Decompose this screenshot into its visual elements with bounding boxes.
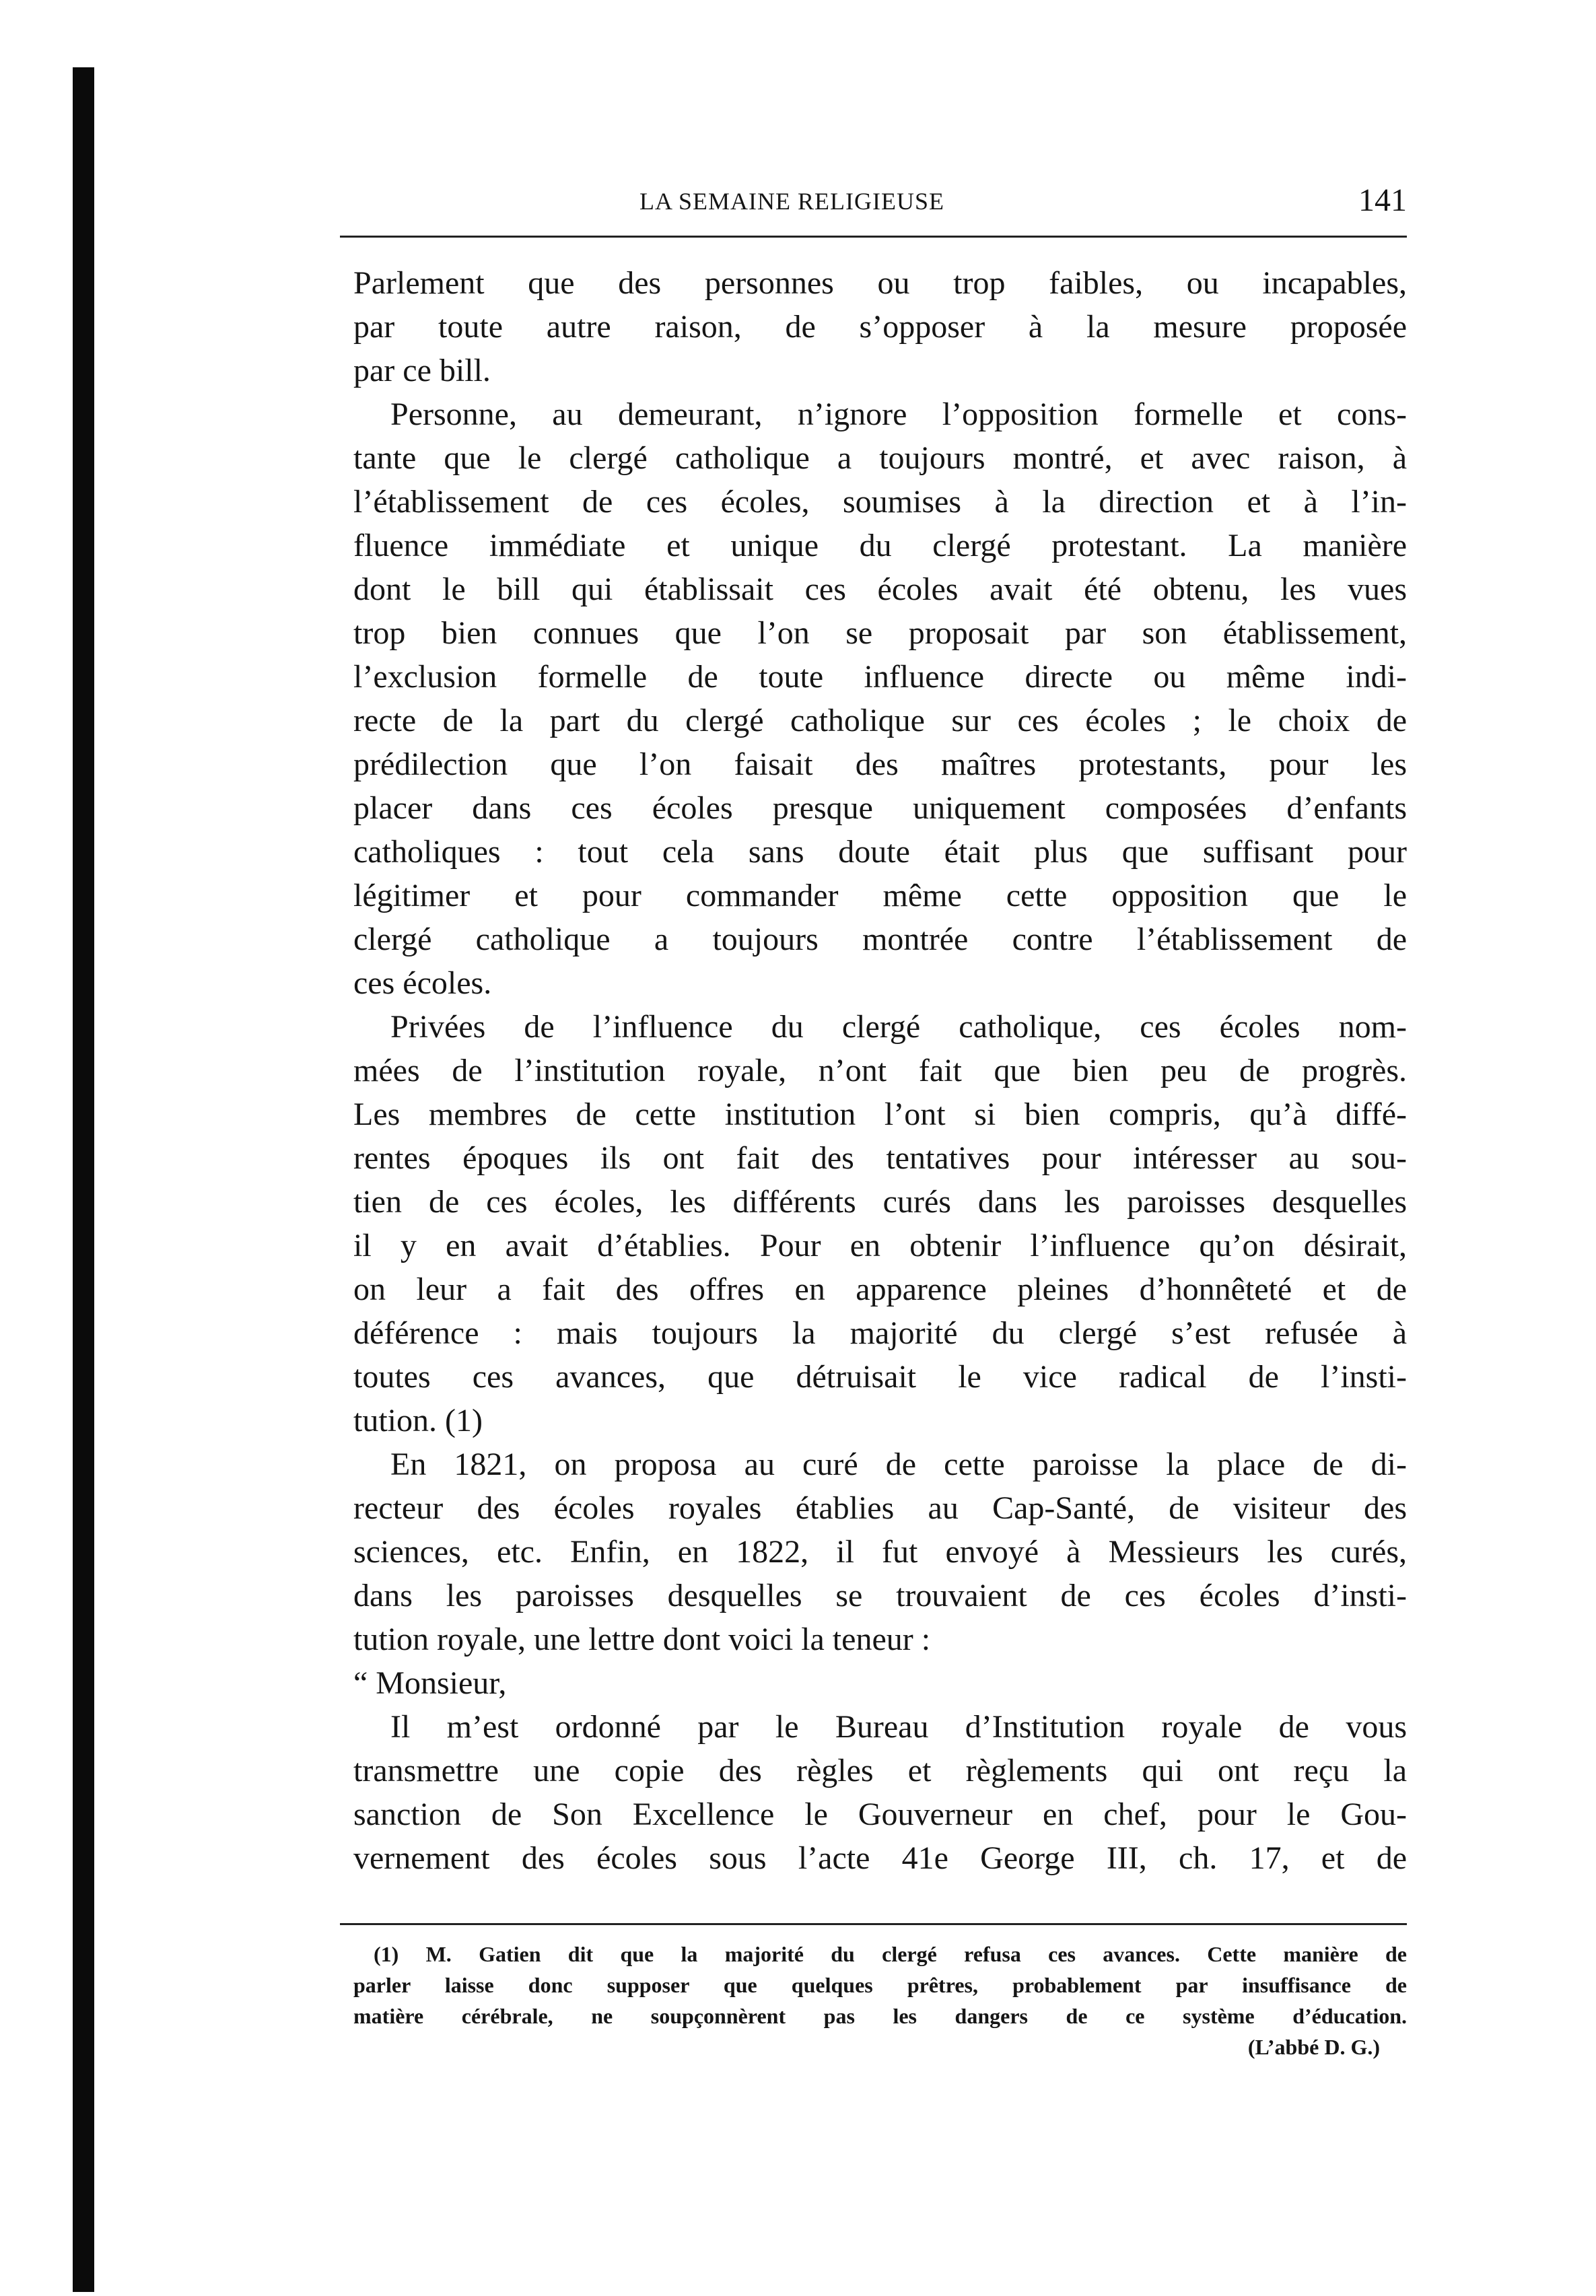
text-line: placer dans ces écoles presque uniquement composées d’enfants	[353, 790, 1407, 826]
text-line: recteur des écoles royales établies au Cap-Santé, de visiteur des	[353, 1490, 1407, 1526]
footnote-line: matière cérébrale, ne soupçonnèrent pas les dangers de ce système d’éducation.	[353, 2004, 1407, 2028]
text-line: par ce bill.	[353, 353, 491, 388]
text-line: dans les paroisses desquelles se trouvaient de ces écoles d’insti-	[353, 1578, 1407, 1613]
text-line: par toute autre raison, de s’opposer à la mesure proposée	[353, 309, 1407, 345]
footnote-line: parler laisse donc supposer que quelques prêtres, probablement par insuffisance de	[353, 1973, 1407, 1997]
header-rule	[340, 236, 1407, 238]
text-line: transmettre une copie des règles et règlements qui ont reçu la	[353, 1753, 1407, 1788]
running-title: LA SEMAINE RELIGIEUSE	[639, 188, 944, 215]
text-line: l’établissement de ces écoles, soumises à la direction et à l’in-	[353, 484, 1407, 520]
text-line: vernement des écoles sous l’acte 41e George III, ch. 17, et de	[353, 1840, 1407, 1876]
footnote	[353, 1939, 1407, 2062]
book-page	[340, 0, 1407, 2296]
footnote-rule	[340, 1923, 1407, 1925]
text-line: Personne, au demeurant, n’ignore l’opposition formelle et cons-	[390, 396, 1407, 432]
text-line: Privées de l’influence du clergé catholique, ces écoles nom-	[390, 1009, 1407, 1045]
text-line: tution royale, une lettre dont voici la teneur :	[353, 1622, 931, 1657]
text-line: En 1821, on proposa au curé de cette paroisse la place de di-	[390, 1447, 1407, 1482]
footnote-signature: (L’abbé D. G.)	[1247, 2035, 1380, 2059]
body-text	[353, 261, 1407, 1880]
text-line: Parlement que des personnes ou trop faibles, ou incapables,	[353, 265, 1407, 301]
running-head	[340, 180, 1407, 221]
footnote-line: (1) M. Gatien dit que la majorité du clergé refusa ces avances. Cette manière de	[374, 1942, 1407, 1966]
text-line: sanction de Son Excellence le Gouverneur en chef, pour le Gou-	[353, 1797, 1407, 1832]
text-line: l’exclusion formelle de toute influence directe ou même indi-	[353, 659, 1407, 695]
text-line: dont le bill qui établissait ces écoles avait été obtenu, les vues	[353, 571, 1407, 607]
text-line: recte de la part du clergé catholique sur ces écoles ; le choix de	[353, 703, 1407, 738]
scan-binding-edge	[73, 67, 94, 2292]
text-line: légitimer et pour commander même cette opposition que le	[353, 878, 1407, 913]
page-number: 141	[1358, 182, 1407, 218]
text-line: toutes ces avances, que détruisait le vice radical de l’insti-	[353, 1359, 1407, 1395]
text-line: trop bien connues que l’on se proposait par son établissement,	[353, 615, 1407, 651]
text-line: ces écoles.	[353, 965, 492, 1001]
text-line: tien de ces écoles, les différents curés dans les paroisses desquelles	[353, 1184, 1407, 1220]
text-line: Les membres de cette institution l’ont si bien compris, qu’à diffé-	[353, 1097, 1407, 1132]
text-line: mées de l’institution royale, n’ont fait que bien peu de progrès.	[353, 1053, 1407, 1088]
text-line: il y en avait d’établies. Pour en obtenir l’influence qu’on désirait,	[353, 1228, 1407, 1263]
text-line: on leur a fait des offres en apparence pleines d’honnêteté et de	[353, 1272, 1407, 1307]
text-line: déférence : mais toujours la majorité du clergé s’est refusée à	[353, 1315, 1407, 1351]
text-line: tution. (1)	[353, 1403, 483, 1438]
text-line: fluence immédiate et unique du clergé protestant. La manière	[353, 528, 1407, 563]
text-line: sciences, etc. Enfin, en 1822, il fut envoyé à Messieurs les curés,	[353, 1534, 1407, 1570]
text-line: “ Monsieur,	[353, 1665, 507, 1701]
text-line: clergé catholique a toujours montrée contre l’établissement de	[353, 921, 1407, 957]
text-line: tante que le clergé catholique a toujours montré, et avec raison, à	[353, 440, 1407, 476]
text-line: catholiques : tout cela sans doute était plus que suffisant pour	[353, 834, 1407, 870]
text-line: rentes époques ils ont fait des tentatives pour intéresser au sou-	[353, 1140, 1407, 1176]
text-line: Il m’est ordonné par le Bureau d’Institution royale de vous	[390, 1709, 1407, 1745]
text-line: prédilection que l’on faisait des maîtres protestants, pour les	[353, 746, 1407, 782]
